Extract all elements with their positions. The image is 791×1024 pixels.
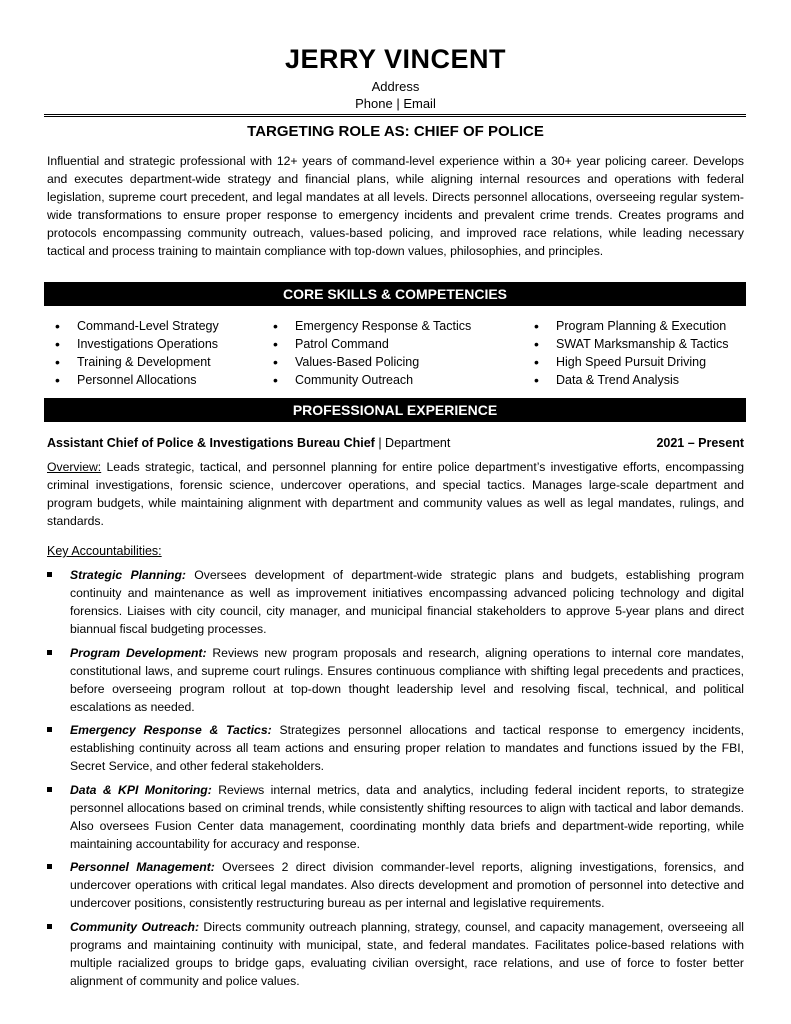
skill-item: • Community Outreach bbox=[267, 371, 471, 389]
square-bullet-icon bbox=[47, 864, 52, 869]
job-separator: | bbox=[374, 436, 386, 450]
skill-item: • Patrol Command bbox=[267, 335, 471, 353]
accountability-item bbox=[47, 644, 744, 716]
overview-label: Overview: bbox=[47, 460, 102, 474]
skills-column-3 bbox=[528, 317, 729, 389]
accountabilities-list bbox=[47, 566, 744, 995]
skill-item: • Command-Level Strategy bbox=[49, 317, 219, 335]
skills-section-heading: CORE SKILLS & COMPETENCIES bbox=[44, 282, 746, 306]
job-department: Department bbox=[385, 436, 451, 450]
skill-item: • Emergency Response & Tactics bbox=[267, 317, 471, 335]
summary-paragraph: Influential and strategic professional with 12+ years of command-level experience within a 30+ year policing career. Develops and executes department-wide strategy and financial plans, while aligning internal resources and operations with federal legislation, supreme court precedent, and legal mandates at all levels. Directs personnel allocations, overseeing regular system-wide transformations to ensure proper response to emergency incidents and prevalent crime trends. Creates programs and protocols encompassing community outreach, values-based policing, and improved race relations, while leading necessary tactical and process training to maintain compliance with top-down values, philosophies, and principles. bbox=[47, 154, 744, 258]
accountability-item bbox=[47, 781, 744, 853]
job-dates: 2021 – Present bbox=[656, 436, 744, 450]
accountability-text: Oversees development of department-wide strategic plans and budgets, establishing program continuity and maintenance as well as improvement initiatives encompassing advanced policing technology and digital forensics. Liaises with city council, city manager, and municipal financial stakeholders to approve 5-year plans and direct biannual fiscal budgeting processes. bbox=[70, 568, 744, 636]
accountability-item bbox=[47, 721, 744, 775]
accountability-text: Strategizes personnel allocations and tactical response to emergency incidents, establishing continuity across all team actions and ensuring proper relation to mandates and functions issued by the FBI, Secret Service, and other federal stakeholders. bbox=[70, 723, 744, 773]
square-bullet-icon bbox=[47, 924, 52, 929]
accountability-label: Strategic Planning: bbox=[70, 568, 186, 582]
square-bullet-icon bbox=[47, 650, 52, 655]
candidate-name: JERRY VINCENT bbox=[284, 44, 507, 74]
overview-text: Leads strategic, tactical, and personnel planning for entire police department’s investigative efforts, encompassing criminal investigations, forensic science, undercover operations, and special tactics. Manages large-scale department and program budgets, while maintaining alignment with department and community values as well as legal mandates, rulings, and standards. bbox=[47, 460, 744, 528]
square-bullet-icon bbox=[47, 727, 52, 732]
accountability-label: Personnel Management: bbox=[70, 860, 215, 874]
header-divider-bottom bbox=[44, 116, 746, 117]
accountability-item bbox=[47, 566, 744, 638]
skill-item: • Values-Based Policing bbox=[267, 353, 471, 371]
accountability-text: Directs community outreach planning, strategy, counsel, and capacity management, overseeing all programs and maintaining continuity with municipal, state, and federal mandates. Facilitates police-based relations with multiple racialized groups to bridge gaps, evaluating civilian oversight, race relations, and use of force to foster better alignment of community and police values. bbox=[70, 919, 744, 988]
skills-column-2 bbox=[267, 317, 471, 389]
skill-item: • Program Planning & Execution bbox=[528, 317, 729, 335]
skill-item: • Data & Trend Analysis bbox=[528, 371, 729, 389]
square-bullet-icon bbox=[47, 572, 52, 577]
accountability-text: Oversees 2 direct division commander-level reports, aligning investigations, forensics, and undercover operations with critical legal mandates. Also directs development and promotion of personnel into detective and undercover positions, consistently restructuring bureau as per internal and legislative requirements. bbox=[70, 860, 744, 910]
experience-section-heading: PROFESSIONAL EXPERIENCE bbox=[44, 398, 746, 422]
skill-item: • SWAT Marksmanship & Tactics bbox=[528, 335, 729, 353]
accountability-item bbox=[47, 918, 744, 990]
job-overview bbox=[47, 458, 744, 530]
target-role-heading: TARGETING ROLE AS: CHIEF OF POLICE bbox=[247, 123, 544, 140]
skill-item: • High Speed Pursuit Driving bbox=[528, 353, 729, 371]
address-line: Address bbox=[371, 79, 420, 94]
skill-item: • Personnel Allocations bbox=[49, 371, 219, 389]
header-divider-top bbox=[44, 114, 746, 115]
skill-item: • Investigations Operations bbox=[49, 335, 219, 353]
accountability-text: Reviews internal metrics, data and analytics, including federal incident reports, to strategize personnel allocations based on criminal trends, while consistently shifting resources to align with tactical and labor demands. Also oversees Fusion Center data management, coordinating monthly data briefs and department-wide reporting, while maintaining accountability for accuracy and response. bbox=[70, 782, 745, 851]
skill-item: • Training & Development bbox=[49, 353, 219, 371]
job-title: Assistant Chief of Police & Investigations Bureau Chief bbox=[47, 436, 375, 450]
skills-column-1 bbox=[49, 317, 219, 389]
square-bullet-icon bbox=[47, 787, 52, 792]
job-header bbox=[47, 434, 744, 452]
key-accountabilities-label: Key Accountabilities: bbox=[47, 544, 162, 558]
accountability-label: Emergency Response & Tactics: bbox=[70, 723, 272, 737]
accountability-text: Reviews new program proposals and research, aligning operations to internal core mandates, constitutional laws, and supreme court rulings. Ensures continuous compliance with shifting legal precedents and practices, before overseeing program rollout at top-down thought leadership level and resolving fiscal, technical, and political escalations as needed. bbox=[70, 645, 745, 714]
accountability-item bbox=[47, 858, 744, 912]
accountability-label: Data & KPI Monitoring: bbox=[70, 782, 212, 797]
accountability-label: Program Development: bbox=[70, 645, 207, 660]
phone-email-line: Phone | Email bbox=[355, 96, 436, 111]
accountability-label: Community Outreach: bbox=[70, 919, 200, 934]
